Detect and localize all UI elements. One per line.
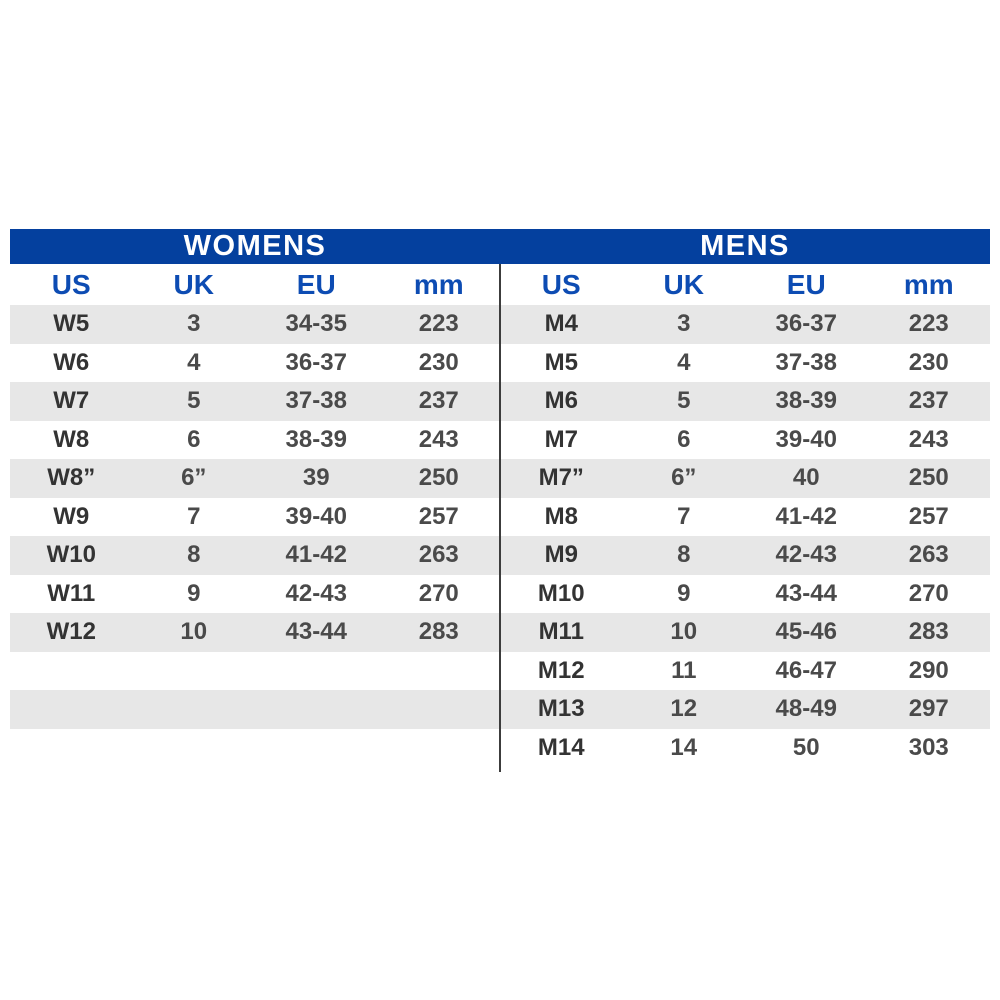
- table-cell: 10: [670, 618, 698, 646]
- table-cell: M14: [537, 733, 585, 761]
- table-row: [500, 729, 990, 768]
- table-row: [10, 421, 500, 460]
- table-cell: W5: [53, 310, 90, 338]
- table-cell: M8: [544, 502, 578, 530]
- column-header: EU: [296, 268, 336, 300]
- column-header: UK: [663, 268, 704, 300]
- table-cell: 45-46: [775, 618, 837, 646]
- table-cell: [133, 690, 256, 729]
- table-cell: W10: [46, 541, 96, 569]
- womens-section-title: WOMENS: [183, 230, 327, 262]
- table-cell: 6: [677, 425, 691, 453]
- table-cell: 3: [187, 310, 201, 338]
- table-cell: 6: [187, 425, 201, 453]
- mens-size-table: [500, 264, 990, 767]
- table-cell: [133, 652, 256, 691]
- table-cell: M11: [538, 618, 584, 646]
- table-cell: 263: [418, 541, 459, 569]
- table-cell: M13: [537, 695, 585, 723]
- table-cell: 223: [908, 310, 949, 338]
- table-cell: 257: [908, 502, 949, 530]
- table-cell: [378, 690, 501, 729]
- table-cell: 8: [187, 541, 201, 569]
- chart-title-bar: [10, 229, 990, 264]
- table-cell: M4: [544, 310, 578, 338]
- table-cell: W7: [53, 387, 90, 415]
- table-cell: 223: [418, 310, 459, 338]
- table-cell: 5: [677, 387, 691, 415]
- table-cell: 4: [677, 348, 691, 376]
- table-cell: 297: [908, 695, 949, 723]
- table-cell: 9: [677, 579, 691, 607]
- table-row: [10, 652, 500, 691]
- table-cell: 257: [418, 502, 459, 530]
- mens-header-row: [500, 264, 990, 305]
- table-cell: M12: [537, 656, 585, 684]
- table-cell: M5: [544, 348, 578, 376]
- table-row: [10, 382, 500, 421]
- table-row: [10, 305, 500, 344]
- table-cell: 270: [418, 579, 459, 607]
- table-row: [500, 575, 990, 614]
- table-cell: 10: [180, 618, 208, 646]
- table-divider-line: [499, 264, 501, 772]
- table-cell: 270: [908, 579, 949, 607]
- table-cell: 250: [908, 464, 949, 492]
- column-header: mm: [413, 268, 464, 300]
- table-cell: 14: [670, 733, 698, 761]
- table-cell: 230: [418, 348, 459, 376]
- table-cell: 46-47: [775, 656, 837, 684]
- womens-size-table: [10, 264, 500, 767]
- table-cell: 37-38: [285, 387, 347, 415]
- table-cell: 8: [677, 541, 691, 569]
- table-cell: 283: [908, 618, 949, 646]
- table-cell: 4: [187, 348, 201, 376]
- table-cell: 5: [187, 387, 201, 415]
- table-cell: [10, 690, 133, 729]
- table-cell: W12: [46, 618, 96, 646]
- table-cell: [10, 652, 133, 691]
- table-cell: 243: [908, 425, 949, 453]
- table-row: [500, 613, 990, 652]
- table-row: [10, 536, 500, 575]
- table-row: [10, 498, 500, 537]
- table-row: [500, 690, 990, 729]
- table-cell: 43-44: [285, 618, 347, 646]
- table-cell: [378, 652, 501, 691]
- column-header: US: [51, 268, 91, 300]
- table-row: [500, 652, 990, 691]
- table-cell: 12: [670, 695, 698, 723]
- table-cell: W9: [53, 502, 90, 530]
- table-cell: 34-35: [285, 310, 347, 338]
- table-cell: [255, 729, 378, 768]
- table-row: [500, 536, 990, 575]
- table-cell: 243: [418, 425, 459, 453]
- table-cell: 6”: [181, 464, 207, 492]
- table-cell: [255, 690, 378, 729]
- table-cell: 40: [792, 464, 820, 492]
- table-cell: [255, 652, 378, 691]
- table-cell: 11: [671, 656, 697, 684]
- table-cell: 41-42: [285, 541, 347, 569]
- table-cell: 9: [187, 579, 201, 607]
- table-row: [500, 498, 990, 537]
- shoe-size-chart: [10, 229, 990, 767]
- table-cell: 42-43: [285, 579, 347, 607]
- table-row: [10, 729, 500, 768]
- womens-header-row: [10, 264, 500, 305]
- table-cell: [133, 729, 256, 768]
- table-cell: 39-40: [285, 502, 347, 530]
- table-cell: 263: [908, 541, 949, 569]
- table-row: [10, 575, 500, 614]
- table-cell: W11: [47, 579, 96, 607]
- table-cell: M7: [544, 425, 578, 453]
- table-cell: W8: [53, 425, 90, 453]
- table-row: [500, 382, 990, 421]
- table-cell: M6: [544, 387, 578, 415]
- table-cell: 303: [908, 733, 949, 761]
- table-cell: M10: [537, 579, 585, 607]
- table-cell: 6”: [671, 464, 697, 492]
- table-cell: 41-42: [775, 502, 837, 530]
- table-cell: W6: [53, 348, 90, 376]
- table-cell: 7: [187, 502, 201, 530]
- table-cell: 42-43: [775, 541, 837, 569]
- table-row: [10, 613, 500, 652]
- table-cell: 283: [418, 618, 459, 646]
- table-cell: 43-44: [775, 579, 837, 607]
- table-cell: 290: [908, 656, 949, 684]
- table-cell: W8”: [47, 464, 96, 492]
- table-row: [500, 344, 990, 383]
- column-header: UK: [173, 268, 214, 300]
- tables-container: [10, 264, 990, 767]
- table-cell: 50: [792, 733, 820, 761]
- table-cell: 237: [908, 387, 949, 415]
- table-cell: M9: [544, 541, 578, 569]
- mens-section-title: MENS: [700, 230, 790, 262]
- table-cell: 237: [418, 387, 459, 415]
- table-row: [10, 344, 500, 383]
- table-cell: 36-37: [775, 310, 837, 338]
- column-header: mm: [903, 268, 954, 300]
- table-cell: M7”: [538, 464, 584, 492]
- table-cell: 250: [418, 464, 459, 492]
- table-cell: 7: [677, 502, 691, 530]
- table-row: [10, 459, 500, 498]
- table-row: [10, 690, 500, 729]
- table-cell: 38-39: [775, 387, 837, 415]
- table-cell: 3: [677, 310, 691, 338]
- table-cell: 48-49: [775, 695, 837, 723]
- table-row: [500, 305, 990, 344]
- table-cell: 36-37: [285, 348, 347, 376]
- table-cell: [10, 729, 133, 768]
- table-cell: 38-39: [285, 425, 347, 453]
- table-row: [500, 421, 990, 460]
- table-cell: 39: [302, 464, 330, 492]
- table-cell: 37-38: [775, 348, 837, 376]
- table-cell: [378, 729, 501, 768]
- column-header: US: [541, 268, 581, 300]
- table-cell: 39-40: [775, 425, 837, 453]
- table-cell: 230: [908, 348, 949, 376]
- column-header: EU: [786, 268, 826, 300]
- table-row: [500, 459, 990, 498]
